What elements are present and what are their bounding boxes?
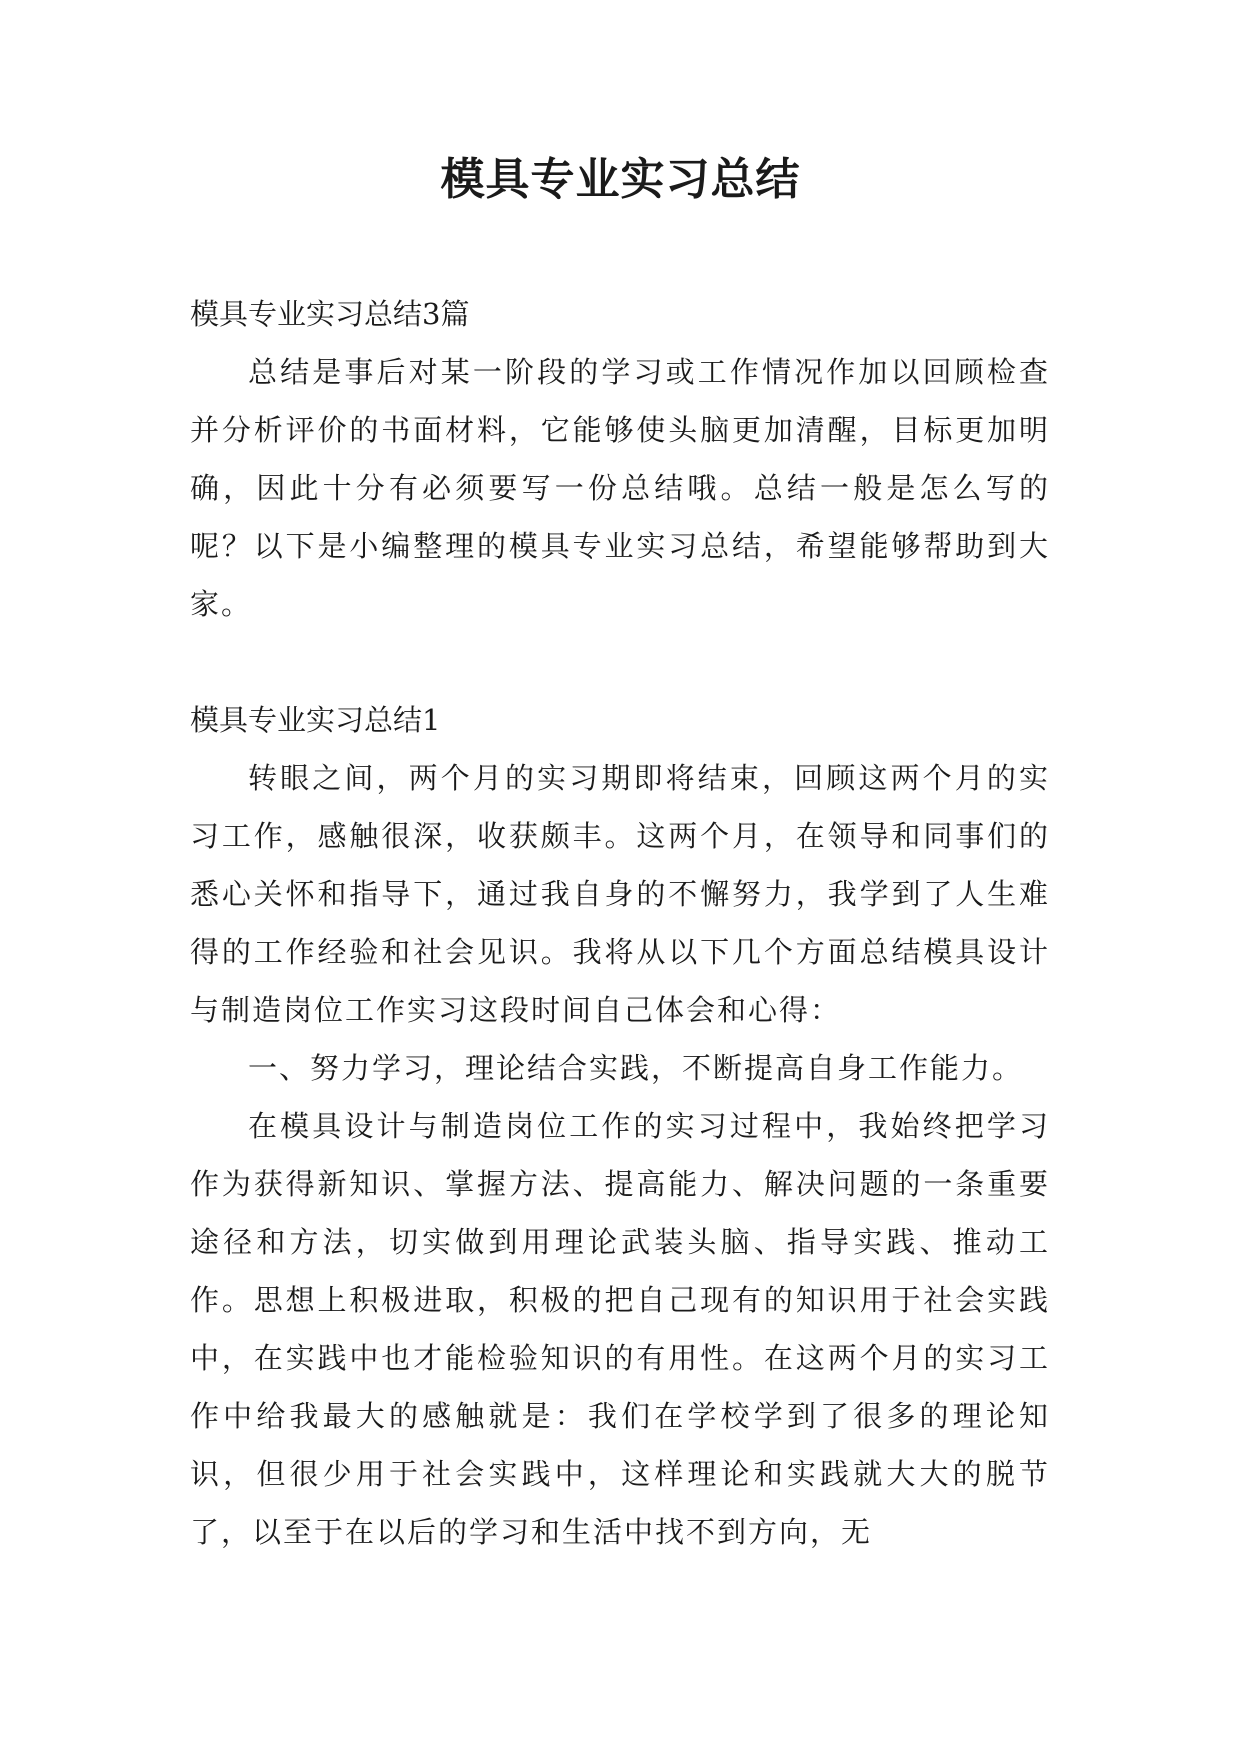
section1-paragraph-2: 一、努力学习，理论结合实践，不断提高自身工作能力。 <box>248 1051 1024 1085</box>
intro-paragraph: 总结是事后对某一阶段的学习或工作情况作加以回顾检查并分析评价的书面材料，它能够使头脑更加清醒，目标更加明确，因此十分有必须要写一份总结哦。总结一般是怎么写的呢？以下是小编整理的模具专业实习总结，希望能够帮助到大家。 <box>190 355 1050 621</box>
section1-paragraph-1: 转眼之间，两个月的实习期即将结束，回顾这两个月的实习工作，感触很深，收获颇丰。这两个月，在领导和同事们的悉心关怀和指导下，通过我自身的不懈努力，我学到了人生难得的工作经验和社会见识。我将从以下几个方面总结模具设计与制造岗位工作实习这段时间自己体会和心得： <box>190 761 1050 1027</box>
section1-paragraph-3: 在模具设计与制造岗位工作的实习过程中，我始终把学习作为获得新知识、掌握方法、提高能力、解决问题的一条重要途径和方法，切实做到用理论武装头脑、指导实践、推动工作。思想上积极进取，积极的把自己现有的知识用于社会实践中，在实践中也才能检验知识的有用性。在这两个月的实习工作中给我最大的感触就是：我们在学校学到了很多的理论知识，但很少用于社会实践中，这样理论和实践就大大的脱节了，以至于在以后的学习和生活中找不到方向，无 <box>190 1109 1050 1549</box>
intro-heading: 模具专业实习总结3篇 <box>190 297 470 331</box>
section1-heading: 模具专业实习总结1 <box>190 703 441 737</box>
document-title: 模具专业实习总结 <box>440 154 801 205</box>
section-spacer <box>190 633 1050 691</box>
document-body <box>190 285 1050 1561</box>
